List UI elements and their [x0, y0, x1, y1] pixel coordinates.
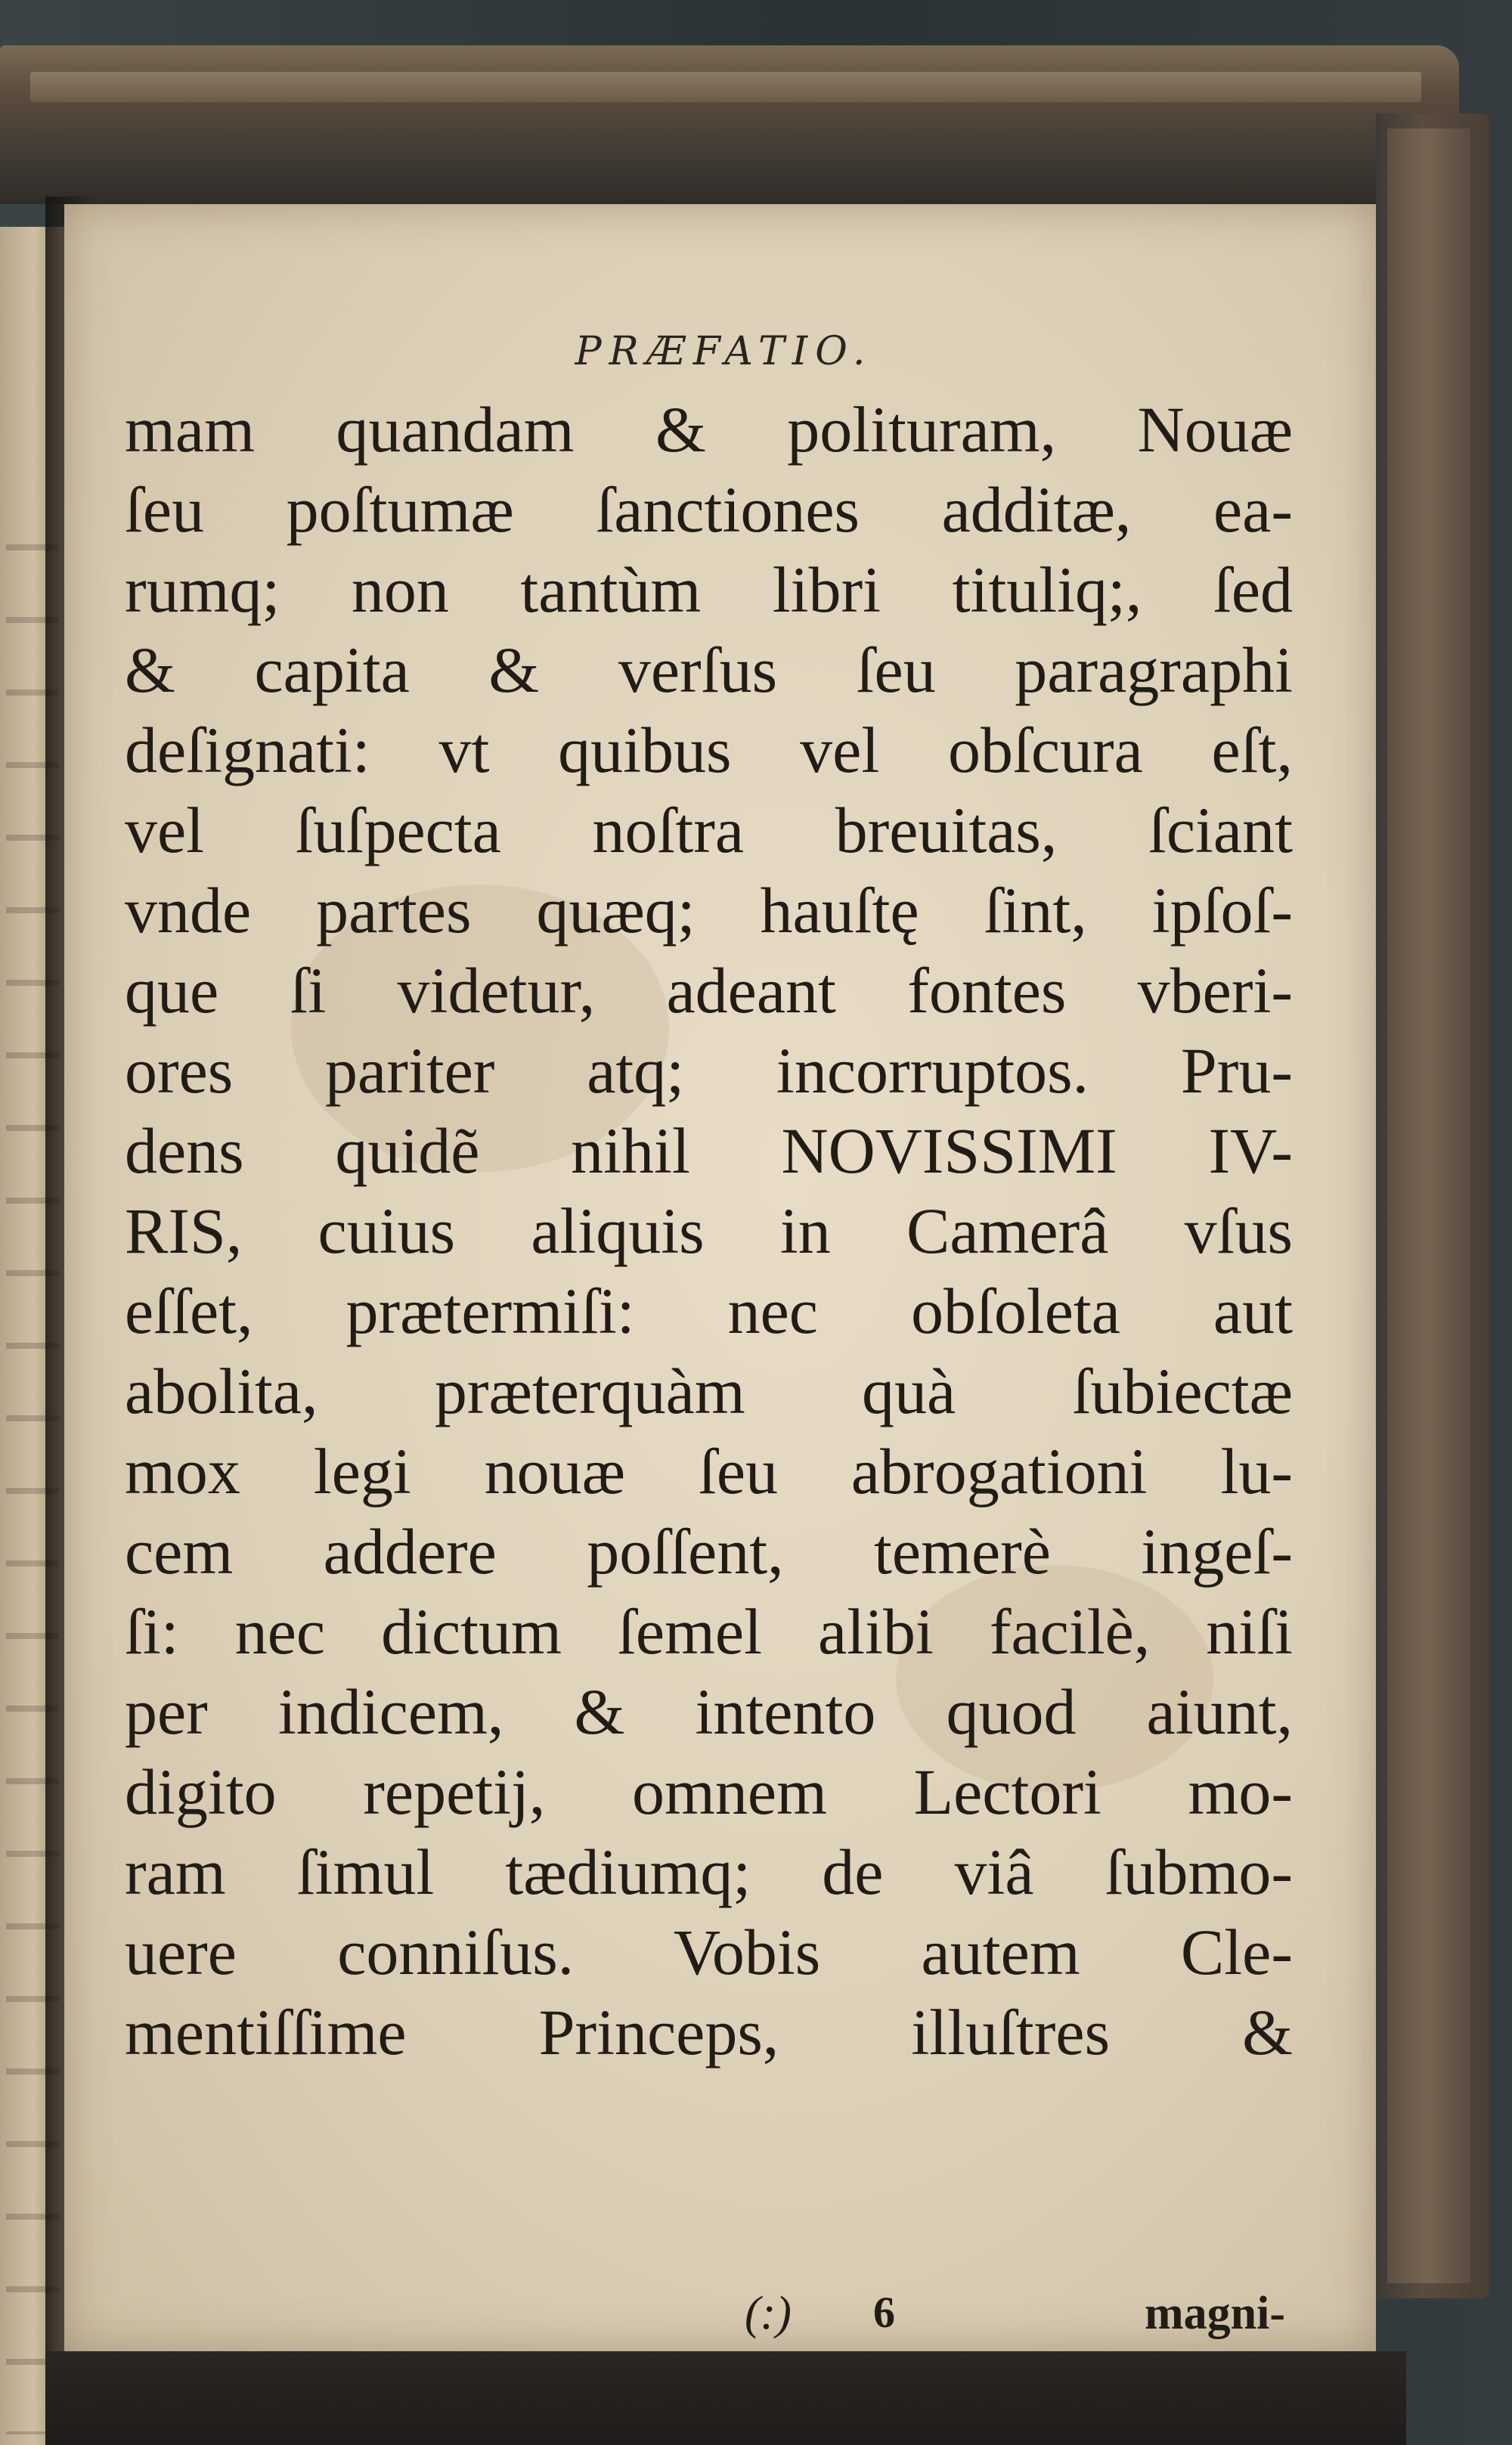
- text-line: mentiſſime Princeps, illuſtres &: [125, 1996, 1293, 2068]
- text-line: & capita & verſus ſeu paragraphi: [125, 634, 1293, 706]
- book-page: [64, 204, 1376, 2351]
- text-line: abolita, præterquàm quà ſubiectæ: [125, 1355, 1293, 1427]
- text-line: ſeu poſtumæ ſanctiones additæ, ea-: [125, 473, 1293, 546]
- text-line: rumq; non tantùm libri tituliq;, ſed: [125, 553, 1293, 626]
- text-line: RIS, cuius aliquis in Camerâ vſus: [125, 1195, 1293, 1267]
- book-bottom-edge: [45, 2351, 1406, 2445]
- text-line: vnde partes quæq; hauſtę ſint, ipſoſ-: [125, 874, 1293, 947]
- text-line: dens quidẽ nihil NOVISSIMI IV-: [125, 1114, 1293, 1187]
- text-line: eſſet, prætermiſi: nec obſoleta aut: [125, 1275, 1293, 1347]
- text-line: cem addere poſſent, temerè ingeſ-: [125, 1515, 1293, 1588]
- page-footer: [125, 2287, 1293, 2347]
- catchword: magni-: [1145, 2288, 1285, 2339]
- text-line: que ſi videtur, adeant fontes vberi-: [125, 954, 1293, 1027]
- text-line: mam quandam & polituram, Nouæ: [125, 393, 1293, 466]
- text-line: ores pariter atq; incorruptos. Pru-: [125, 1034, 1293, 1107]
- text-line: uere conniſus. Vobis autem Cle-: [125, 1916, 1293, 1988]
- text-line: ſi: nec dictum ſemel alibi facilè, niſi: [125, 1595, 1293, 1668]
- text-line: ram ſimul tædiumq; de viâ ſubmo-: [125, 1836, 1293, 1908]
- text-line: digito repetij, omnem Lectori mo-: [125, 1756, 1293, 1828]
- signature-number: 6: [873, 2288, 895, 2337]
- book-cover-board-edge: [1387, 129, 1470, 2283]
- signature-mark: (:): [745, 2288, 792, 2339]
- text-line: vel ſuſpecta noſtra breuitas, ſciant: [125, 794, 1293, 866]
- running-head: PRÆFATIO.: [575, 329, 873, 374]
- text-line: per indicem, & intento quod aiunt,: [125, 1675, 1293, 1748]
- body-text: [125, 389, 1293, 2072]
- text-line: mox legi nouæ ſeu abrogationi lu-: [125, 1435, 1293, 1508]
- text-line: deſignati: vt quibus vel obſcura eſt,: [125, 714, 1293, 786]
- book-top-edge: [0, 45, 1459, 204]
- book-top-edge-highlight: [30, 72, 1421, 102]
